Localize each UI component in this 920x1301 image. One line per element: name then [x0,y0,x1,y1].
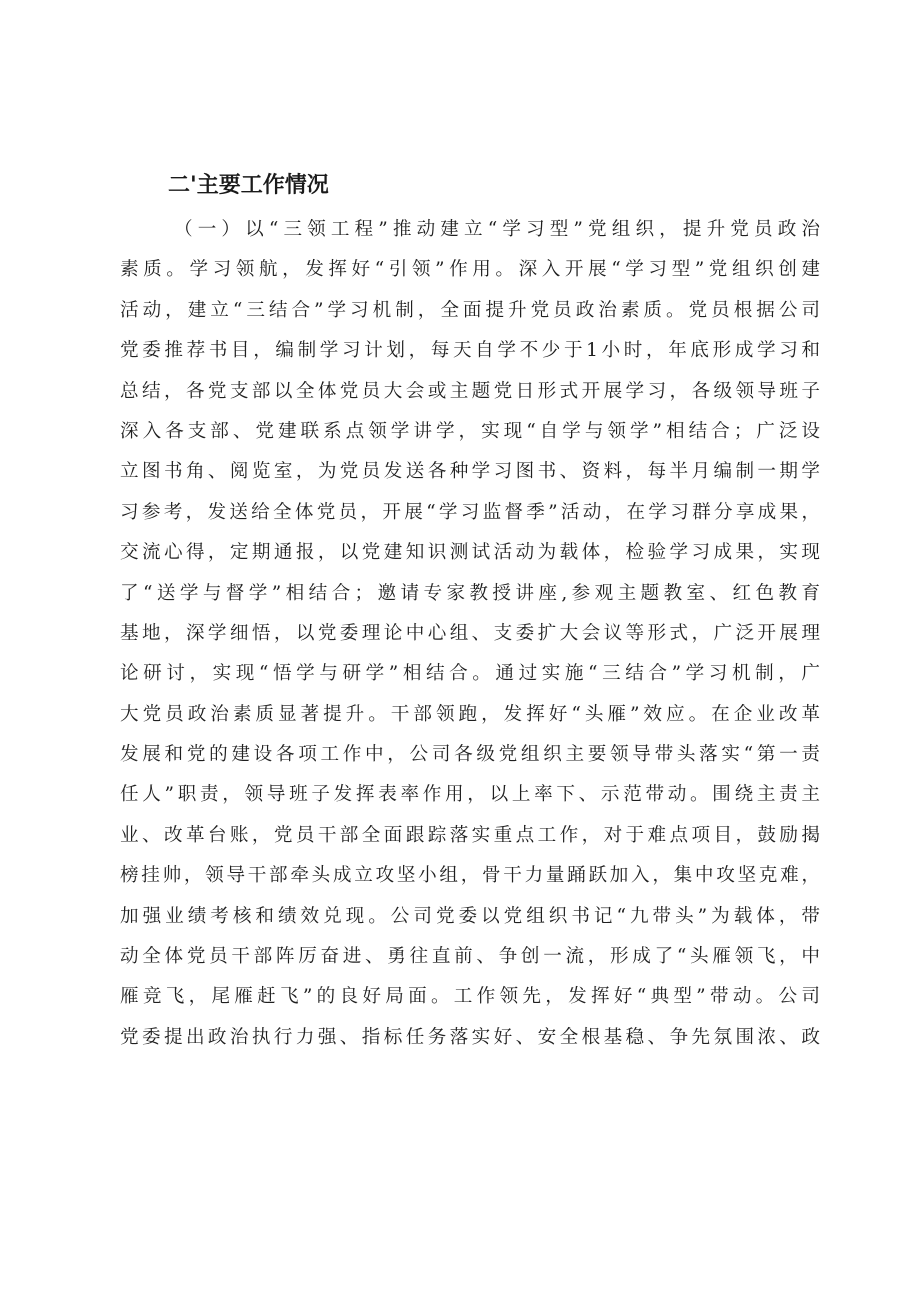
paragraph-line: 总结，各党支部以全体党员大会或主题党日形式开展学习，各级领导班子 [120,380,820,402]
section-heading: 二'主要工作情况 [168,173,329,198]
paragraph-line: 活动，建立“三结合”学习机制，全面提升党员政治素质。党员根据公司 [120,299,820,321]
paragraph-line: 深入各支部、党建联系点领学讲学，实现“自学与领学”相结合；广泛设 [120,420,820,442]
paragraph-line: 立图书角、阅览室，为党员发送各种学习图书、资料，每半月编制一期学 [120,461,820,483]
paragraph-line: 素质。学习领航，发挥好“引领”作用。深入开展“学习型”党组织创建 [120,259,820,281]
paragraph-line: 任人”职责，领导班子发挥表率作用，以上率下、示范带动。围绕主责主 [120,784,820,806]
paragraph-line: 大党员政治素质显著提升。干部领跑，发挥好“头雁”效应。在企业改革 [120,703,820,725]
paragraph-line: 业、改革台账，党员干部全面跟踪落实重点工作，对于难点项目，鼓励揭 [120,824,820,846]
paragraph-line: 加强业绩考核和绩效兑现。公司党委以党组织书记“九带头”为载体，带 [120,905,820,927]
paragraph-line: 了“送学与督学”相结合；邀请专家教授讲座,参观主题教室、红色教育 [120,582,820,604]
paragraph-line: 榜挂帅，领导干部牵头成立攻坚小组，骨干力量踊跃加入，集中攻坚克难， [120,865,820,887]
paragraph-line: 雁竞飞，尾雁赶飞”的良好局面。工作领先，发挥好“典型”带动。公司 [120,986,820,1008]
paragraph-line: 基地，深学细悟，以党委理论中心组、支委扩大会议等形式，广泛开展理 [120,622,820,644]
paragraph-line: 党委提出政治执行力强、指标任务落实好、安全根基稳、争先氛围浓、政 [120,1026,820,1048]
paragraph-line: 习参考，发送给全体党员，开展“学习监督季”活动，在学习群分享成果， [120,501,820,523]
paragraph-line: （一）以“三领工程”推动建立“学习型”党组织，提升党员政治 [174,219,820,240]
paragraph-line: 发展和党的建设各项工作中，公司各级党组织主要领导带头落实“第一责 [120,744,820,766]
paragraph-line: 党委推荐书目，编制学习计划，每天自学不少于1小时，年底形成学习和 [120,340,820,362]
paragraph-line: 论研讨，实现“悟学与研学”相结合。通过实施“三结合”学习机制，广 [120,663,820,685]
body-paragraph [120,210,820,1058]
paragraph-line: 交流心得，定期通报，以党建知识测试活动为载体，检验学习成果，实现 [120,542,820,564]
paragraph-line: 动全体党员干部阵厉奋进、勇往直前、争创一流，形成了“头雁领飞，中 [120,946,820,968]
